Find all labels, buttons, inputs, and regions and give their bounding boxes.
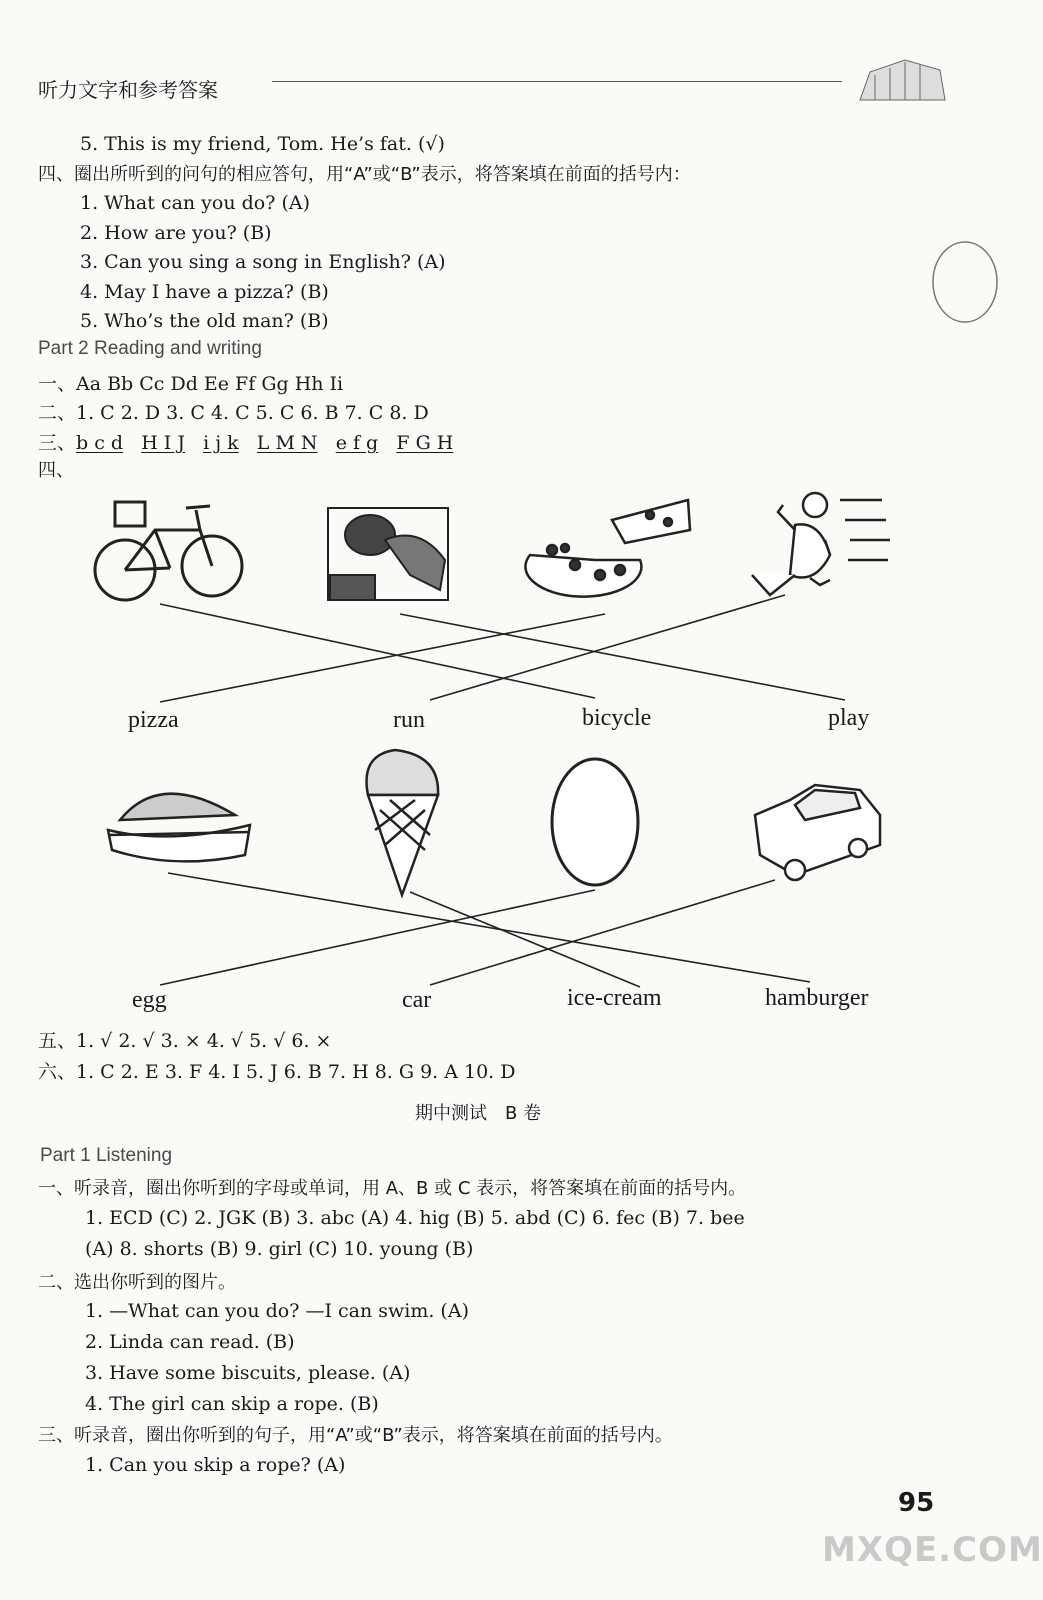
matching-lines-row2 xyxy=(160,873,810,987)
answer-line: 4. May I have a pizza? (B) xyxy=(80,281,329,303)
answer-line: 二、1. C 2. D 3. C 4. C 5. C 6. B 7. C 8. D xyxy=(38,402,429,424)
answer-line: 2. How are you? (B) xyxy=(80,222,272,244)
matching-lines-row1 xyxy=(160,595,845,702)
header-building-icon xyxy=(860,60,945,100)
match-word: bicycle xyxy=(582,705,652,731)
answer-line: (A) 8. shorts (B) 9. girl (C) 10. young (B) xyxy=(85,1238,474,1260)
answer-line: 1. ECD (C) 2. JGK (B) 3. abc (A) 4. hig (B) 5. abd (C) 6. fec (B) 7. bee xyxy=(85,1207,745,1229)
answer-line: 五、1. √ 2. √ 3. × 4. √ 5. √ 6. × xyxy=(38,1030,332,1052)
section-label: 四、 xyxy=(38,460,74,481)
match-word: run xyxy=(393,707,425,733)
prefix: 三、 xyxy=(38,432,77,454)
letter-group: e f g xyxy=(335,432,379,454)
car-icon xyxy=(755,785,880,880)
bicycle-icon xyxy=(95,502,242,600)
page-header-title: 听力文字和参考答案 xyxy=(38,78,218,102)
section-title: 三、听录音，圈出你听到的句子，用“A”或“B”表示，将答案填在前面的括号内。 xyxy=(38,1425,673,1446)
pizza-icon xyxy=(525,500,690,597)
section-title: 一、听录音，圈出你听到的字母或单词，用 A、B 或 C 表示，将答案填在前面的括号内。 xyxy=(38,1178,747,1199)
child-playing-icon xyxy=(328,508,448,600)
match-word: pizza xyxy=(128,707,179,733)
answer-line: 一、Aa Bb Cc Dd Ee Ff Gg Hh Ii xyxy=(38,373,344,395)
match-word: egg xyxy=(132,987,167,1013)
hamburger-icon xyxy=(108,794,250,862)
answer-line: 5. This is my friend, Tom. He’s fat. (√) xyxy=(80,133,445,155)
answer-line: 4. The girl can skip a rope. (B) xyxy=(85,1393,379,1415)
answer-line: 1. —What can you do? —I can swim. (A) xyxy=(85,1300,469,1322)
egg-icon xyxy=(552,759,638,885)
answer-line: 六、1. C 2. E 3. F 4. I 5. J 6. B 7. H 8. G 9. A 10. D xyxy=(38,1061,516,1083)
match-word: hamburger xyxy=(765,985,869,1011)
running-man-icon xyxy=(752,493,890,595)
part-title: Part 2 Reading and writing xyxy=(38,338,262,359)
answer-line: 2. Linda can read. (B) xyxy=(85,1331,295,1353)
letter-group: L M N xyxy=(256,432,318,454)
letter-group: b c d xyxy=(76,432,124,454)
letter-group: F G H xyxy=(396,432,454,454)
ice-cream-icon xyxy=(367,750,439,895)
answer-line: 5. Who’s the old man? (B) xyxy=(80,310,329,332)
answer-line: 3. Can you sing a song in English? (A) xyxy=(80,251,446,273)
answer-line: 1. Can you skip a rope? (A) xyxy=(85,1454,346,1476)
answer-line: 3. Have some biscuits, please. (A) xyxy=(85,1362,411,1384)
answer-line-letters xyxy=(38,428,453,455)
stamp-icon xyxy=(933,242,997,322)
letter-group: H I J xyxy=(141,432,185,454)
match-word: play xyxy=(828,705,870,731)
match-word: car xyxy=(402,987,432,1013)
letter-group: i j k xyxy=(203,432,239,454)
part-title: Part 1 Listening xyxy=(40,1145,173,1166)
page-number: 95 xyxy=(898,1488,935,1518)
section-heading: 期中测试 B 卷 xyxy=(415,1103,542,1124)
section-title: 二、选出你听到的图片。 xyxy=(38,1272,236,1293)
match-word: ice-cream xyxy=(567,985,662,1011)
answer-line: 1. What can you do? (A) xyxy=(80,192,311,214)
section-title: 四、圈出所听到的问句的相应答句，用“A”或“B”表示，将答案填在前面的括号内： xyxy=(38,164,691,185)
watermark-logo: MXQE.COM xyxy=(822,1530,1043,1570)
